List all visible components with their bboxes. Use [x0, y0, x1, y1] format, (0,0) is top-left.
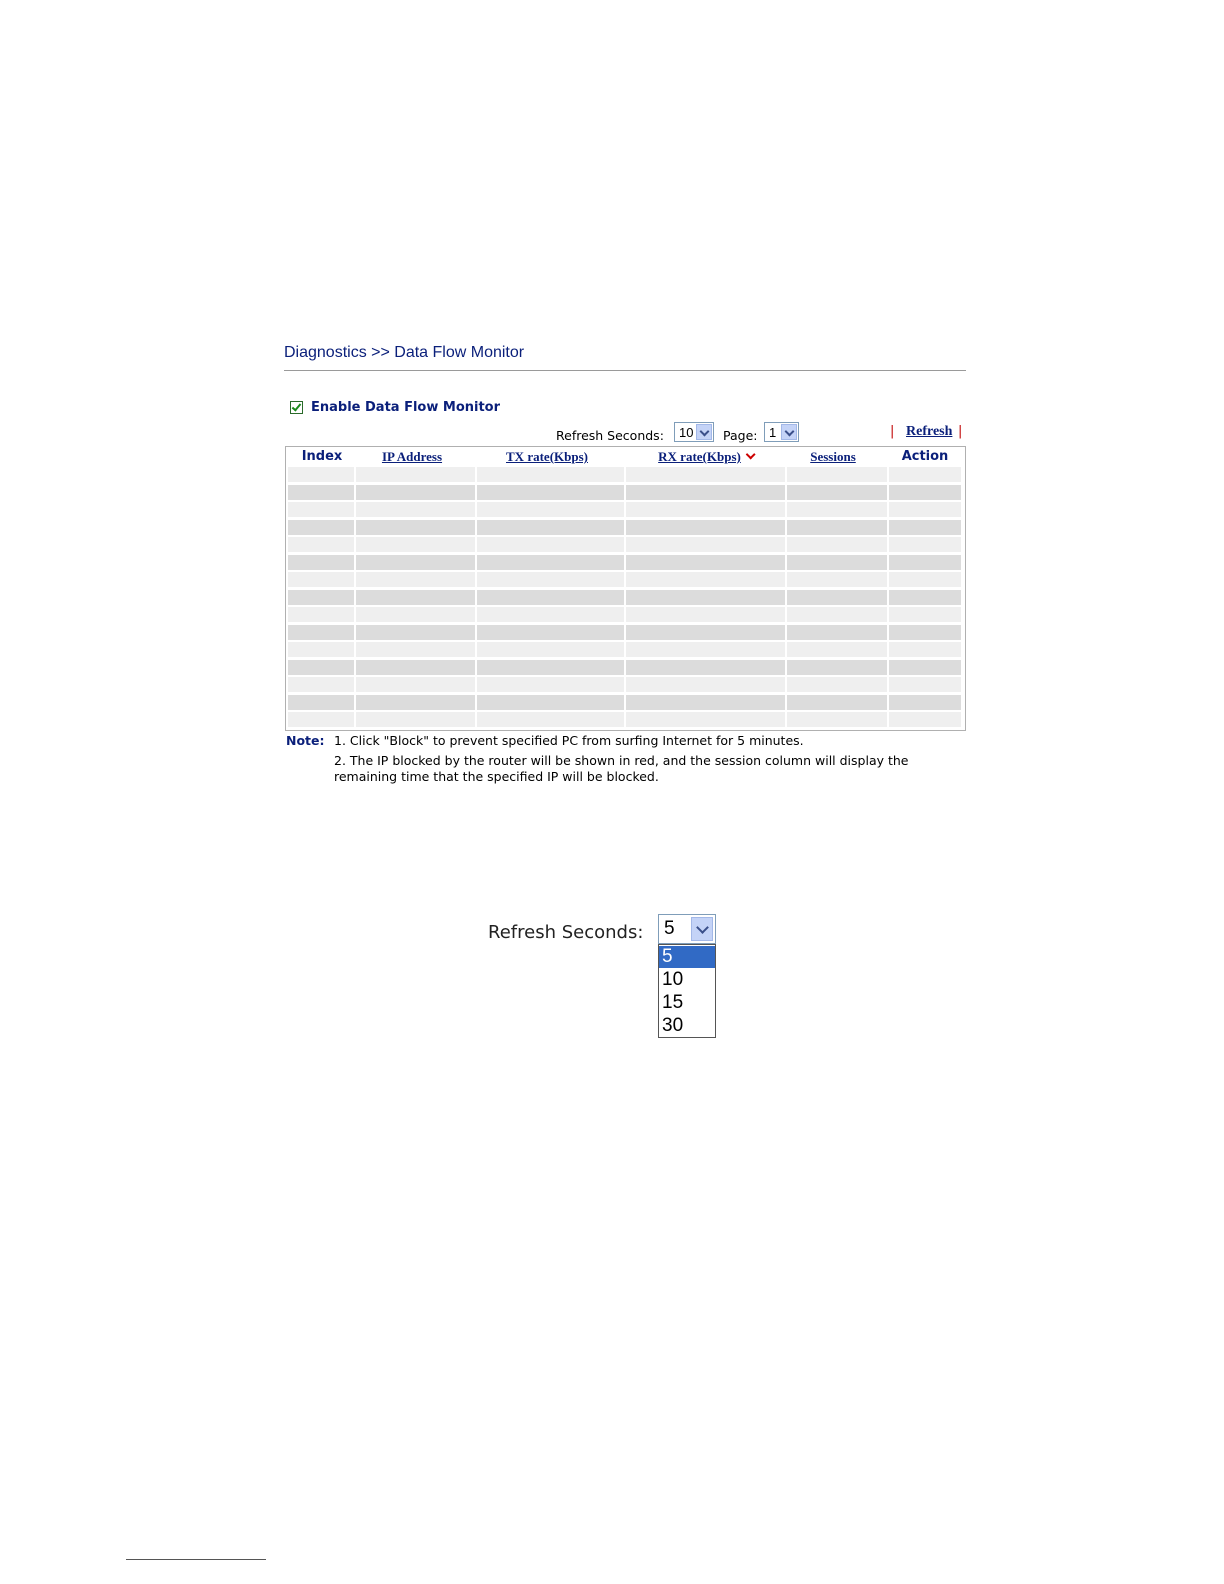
table-cell: [288, 467, 354, 482]
footnote-divider: [126, 1559, 266, 1560]
table-cell: [787, 590, 887, 605]
table-cell: [477, 625, 624, 640]
table-cell: [787, 712, 887, 727]
table-cell: [356, 660, 475, 675]
table-cell: [787, 660, 887, 675]
table-cell: [787, 485, 887, 500]
table-cell: [889, 642, 961, 657]
table-cell: [288, 712, 354, 727]
table-cell: [889, 712, 961, 727]
data-flow-table: [285, 446, 966, 731]
table-cell: [787, 502, 887, 517]
table-row: [288, 660, 963, 675]
table-cell: [626, 677, 785, 692]
pipe-separator: |: [958, 424, 963, 439]
table-cell: [477, 572, 624, 587]
table-cell: [787, 607, 887, 622]
table-cell: [889, 537, 961, 552]
table-cell: [477, 467, 624, 482]
table-cell: [889, 625, 961, 640]
table-row: [288, 572, 963, 587]
table-cell: [288, 520, 354, 535]
zoom-refresh-seconds-select[interactable]: [658, 914, 716, 944]
table-cell: [889, 677, 961, 692]
dropdown-option[interactable]: 30: [662, 1015, 684, 1036]
page-select[interactable]: [764, 422, 799, 442]
table-cell: [889, 467, 961, 482]
table-cell: [626, 712, 785, 727]
table-cell: [356, 555, 475, 570]
refresh-seconds-value: 10: [679, 425, 694, 440]
zoom-refresh-seconds-value: 5: [664, 918, 675, 939]
table-cell: [626, 625, 785, 640]
table-cell: [477, 677, 624, 692]
table-cell: [889, 502, 961, 517]
table-cell: [356, 572, 475, 587]
column-header-sessions[interactable]: Sessions: [810, 449, 856, 464]
dropdown-option[interactable]: 15: [662, 992, 684, 1013]
table-cell: [626, 590, 785, 605]
table-cell: [477, 485, 624, 500]
table-cell: [356, 677, 475, 692]
dropdown-option[interactable]: 5: [659, 946, 715, 968]
dropdown-option[interactable]: 10: [662, 969, 684, 990]
table-cell: [356, 625, 475, 640]
table-row: [288, 555, 963, 570]
page-value: 1: [769, 425, 777, 440]
table-cell: [477, 537, 624, 552]
table-cell: [787, 555, 887, 570]
chevron-down-icon[interactable]: [696, 424, 712, 440]
note-label: Note:: [286, 733, 325, 748]
note-line: remaining time that the specified IP will be blocked.: [334, 769, 659, 784]
table-cell: [288, 695, 354, 710]
table-cell: [356, 712, 475, 727]
table-cell: [288, 677, 354, 692]
table-cell: [626, 485, 785, 500]
table-cell: [477, 502, 624, 517]
table-cell: [356, 607, 475, 622]
table-cell: [626, 467, 785, 482]
enable-monitor-label: Enable Data Flow Monitor: [311, 400, 501, 415]
table-cell: [356, 695, 475, 710]
table-cell: [288, 485, 354, 500]
table-cell: [288, 502, 354, 517]
table-row: [288, 607, 963, 622]
table-row: [288, 695, 963, 710]
table-cell: [477, 520, 624, 535]
table-row: [288, 677, 963, 692]
chevron-down-icon[interactable]: [691, 917, 713, 941]
table-cell: [477, 590, 624, 605]
column-header-tx-rate[interactable]: TX rate(Kbps): [506, 449, 588, 464]
table-cell: [626, 555, 785, 570]
table-cell: [889, 485, 961, 500]
table-cell: [889, 555, 961, 570]
enable-monitor-row[interactable]: [290, 400, 500, 415]
table-cell: [356, 467, 475, 482]
table-cell: [288, 625, 354, 640]
pipe-separator: |: [890, 424, 895, 439]
enable-monitor-checkbox[interactable]: [290, 401, 303, 414]
table-cell: [477, 695, 624, 710]
table-cell: [626, 695, 785, 710]
table-cell: [626, 642, 785, 657]
table-cell: [787, 467, 887, 482]
chevron-down-icon: [745, 450, 755, 460]
table-cell: [288, 607, 354, 622]
refresh-seconds-label: Refresh Seconds:: [556, 428, 664, 443]
table-cell: [787, 537, 887, 552]
table-cell: [356, 502, 475, 517]
table-cell: [787, 572, 887, 587]
table-cell: [626, 537, 785, 552]
table-cell: [889, 520, 961, 535]
refresh-seconds-options: [658, 944, 716, 1038]
note-line: 1. Click "Block" to prevent specified PC from surfing Internet for 5 minutes.: [334, 733, 804, 748]
rx-rate-label: RX rate(Kbps): [658, 449, 741, 464]
table-cell: [889, 660, 961, 675]
table-cell: [288, 537, 354, 552]
table-cell: [288, 642, 354, 657]
table-row: [288, 712, 963, 727]
table-row: [288, 467, 963, 482]
table-cell: [477, 555, 624, 570]
table-cell: [787, 520, 887, 535]
zoom-refresh-seconds-label: Refresh Seconds:: [488, 922, 644, 943]
table-row: [288, 590, 963, 605]
refresh-seconds-select[interactable]: [674, 422, 714, 442]
table-cell: [477, 660, 624, 675]
column-header-ip-address[interactable]: IP Address: [381, 449, 443, 464]
refresh-link[interactable]: Refresh: [906, 424, 953, 439]
table-cell: [889, 590, 961, 605]
table-cell: [889, 607, 961, 622]
table-cell: [626, 607, 785, 622]
table-cell: [356, 485, 475, 500]
table-cell: [356, 642, 475, 657]
table-cell: [889, 695, 961, 710]
table-cell: [288, 660, 354, 675]
table-cell: [626, 660, 785, 675]
table-cell: [477, 712, 624, 727]
table-cell: [356, 537, 475, 552]
column-header-index: Index: [301, 449, 343, 464]
table-cell: [626, 520, 785, 535]
table-row: [288, 642, 963, 657]
table-row: [288, 502, 963, 517]
note-line: 2. The IP blocked by the router will be shown in red, and the session column will display the: [334, 753, 909, 768]
table-cell: [626, 572, 785, 587]
table-cell: [787, 642, 887, 657]
title-divider: [284, 370, 966, 371]
table-row: [288, 537, 963, 552]
table-cell: [356, 520, 475, 535]
page-label: Page:: [723, 428, 758, 443]
table-cell: [626, 502, 785, 517]
table-cell: [288, 555, 354, 570]
table-cell: [477, 607, 624, 622]
page-title: Diagnostics >> Data Flow Monitor: [284, 344, 525, 361]
table-cell: [787, 677, 887, 692]
table-cell: [787, 695, 887, 710]
table-cell: [288, 590, 354, 605]
table-cell: [477, 642, 624, 657]
table-row: [288, 520, 963, 535]
column-header-rx-rate[interactable]: [658, 449, 754, 465]
chevron-down-icon[interactable]: [781, 424, 797, 440]
table-cell: [889, 572, 961, 587]
column-header-action: Action: [901, 449, 949, 464]
table-row: [288, 625, 963, 640]
table-cell: [288, 572, 354, 587]
table-row: [288, 485, 963, 500]
table-cell: [356, 590, 475, 605]
table-cell: [787, 625, 887, 640]
